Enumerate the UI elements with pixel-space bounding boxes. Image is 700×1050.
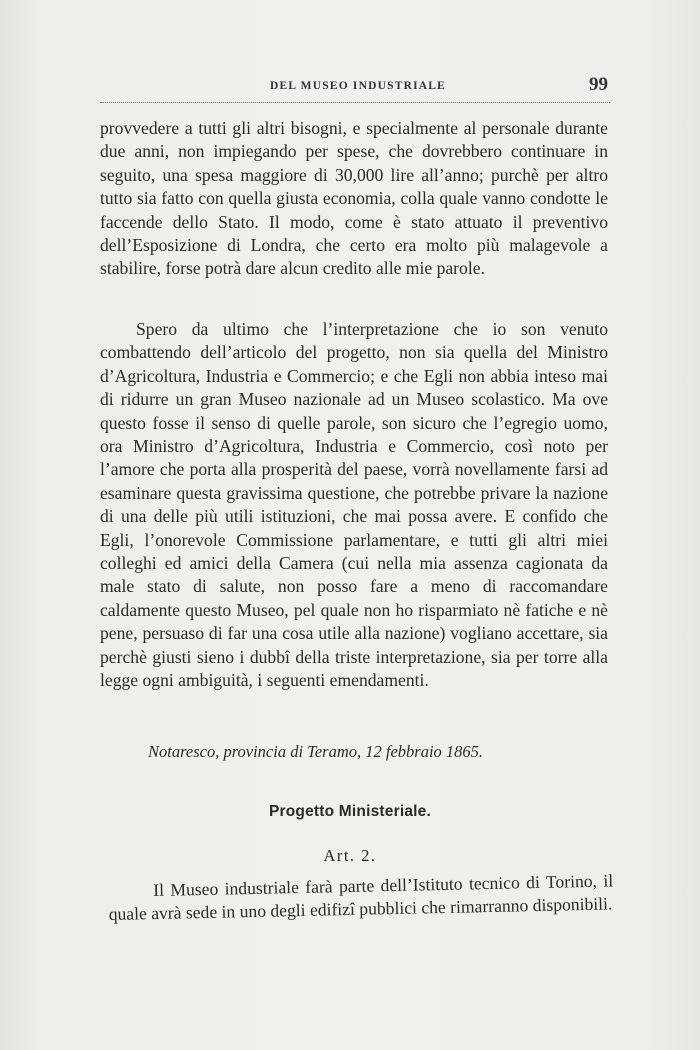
section-title: Progetto Ministeriale.	[268, 803, 431, 820]
running-title: DEL MUSEO INDUSTRIALE	[270, 80, 447, 92]
article-heading: Art. 2.	[323, 846, 377, 865]
article-paragraph: Il Museo industriale farà parte dell’Istituto tecnico di Torino, il quale avrà sede in uno degli edifizî pubblici che rimarranno disponibili.	[108, 870, 614, 925]
page-number: 99	[589, 74, 608, 95]
running-header	[100, 70, 610, 103]
body-paragraph-2: Spero da ultimo che l’interpretazione che io son venuto combattendo dell’articolo del progetto, non sia quella del Ministro d’Agricoltura, Industria e Commercio; e che Egli non abbia inteso mai di ridurre un gran Museo nazionale ad un Museo scolastico. Ma ove questo fosse il senso di quelle parole, son sicuro che l’egregio uomo, ora Ministro d’Agricoltura, Industria e Commercio, così noto per l’amore che porta alla prosperità del paese, vorrà novellamente farsi ad esaminare questa gravissima questione, che potrebbe privare la nazione di una delle più utili istituzioni, che mai possa avere. E confido che Egli, l’onorevole Commissione parlamentare, e tutti gli altri miei colleghi ed amici della Camera (cui nella mia assenza cagionata da male stato di salute, non posso fare a meno di raccomandare caldamente questo Museo, pel quale non ho risparmiato nè fatiche e nè pene, persuaso di far una cosa utile alla nazione) vogliano accettare, sia perchè giusti sieno i dubbî della triste interpretazione, sia per torre alla legge ogni ambiguità, i seguenti emendamenti.	[100, 319, 608, 691]
body-paragraph-1: provvedere a tutti gli altri bisogni, e specialmente al personale durante due anni, non impiegando per spese, che dovrebbero continuare in seguito, una spesa maggiore di 30,000 lire all’anno; purchè per altro tutto sia fatto con quella giusta economia, colla quale vanno condotte le faccende dello Stato. Il modo, come è stato attuato il preventivo dell’Esposizione di Londra, che certo era molto più malagevole a stabilire, forse potrà dare alcun credito alle mie parole.	[100, 118, 608, 279]
place-date-signature: Notaresco, provincia di Teramo, 12 febbraio 1865.	[148, 742, 484, 761]
